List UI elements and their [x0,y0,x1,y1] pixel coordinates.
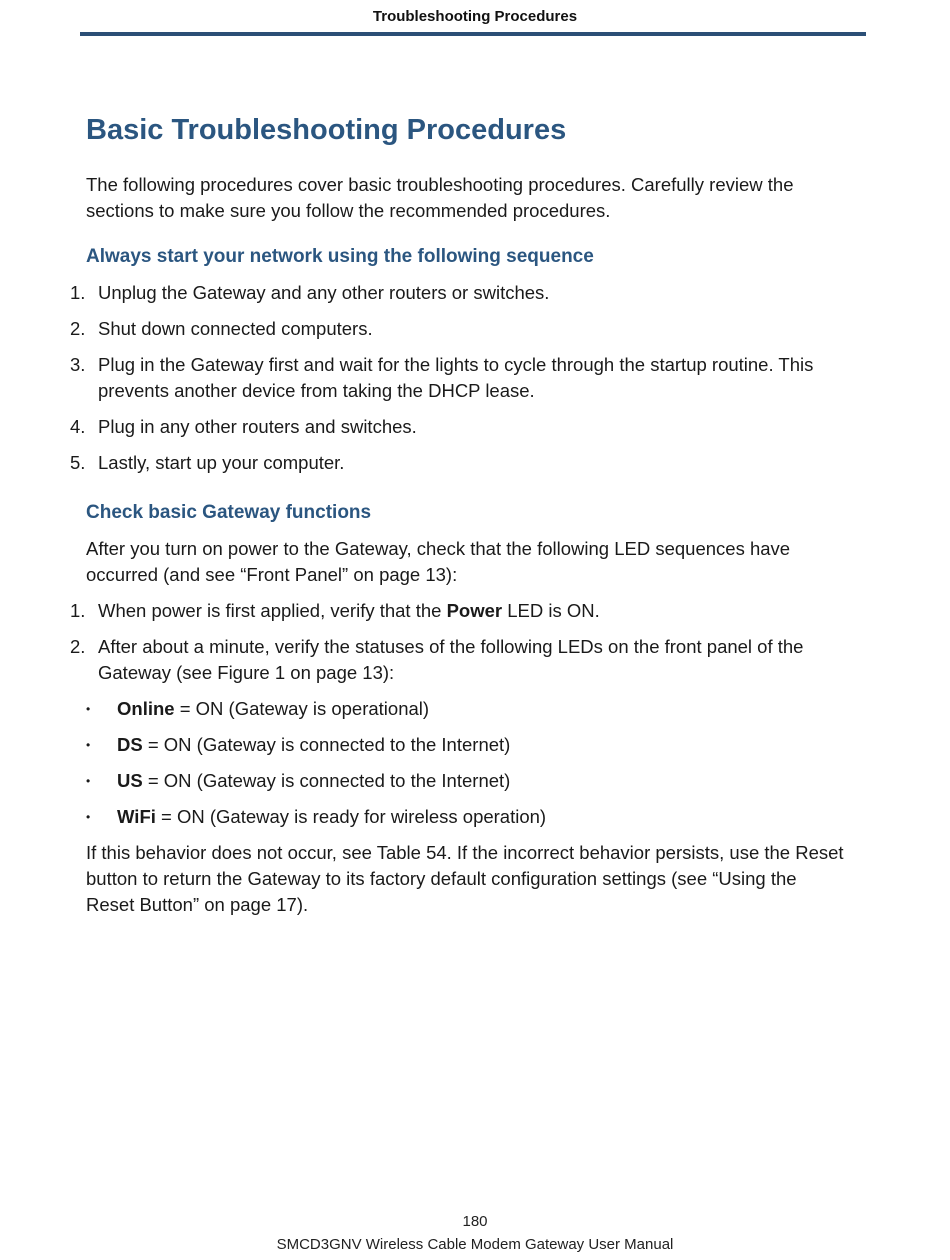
step-text: Plug in the Gateway first and wait for the lights to cycle through the startup routine. This prevents another device from taking the DHCP lease. [98,354,814,401]
gateway-functions-intro: After you turn on power to the Gateway, check that the following LED sequences have occurred (and see “Front Panel” on page 13): [86,538,791,585]
page-number: 180 [462,1213,488,1230]
list-item [86,804,846,830]
header-rule [80,32,866,36]
list-item [70,280,846,306]
led-name: US [117,770,143,791]
gateway-check-steps-list [70,598,846,686]
list-item [86,732,846,758]
closing-paragraph: If this behavior does not occur, see Table 54. If the incorrect behavior persists, use the Reset button to return the Gateway to its factory default configuration settings (see “Using the Reset Button” on page 17). [86,842,844,915]
step-number: 2. [70,636,86,657]
step-number: 5. [70,452,86,473]
list-item [70,598,846,624]
step-text: Lastly, start up your computer. [98,452,345,473]
led-status-list [86,696,846,830]
step-number: 4. [70,416,86,437]
step-number: 3. [70,354,86,375]
list-item [70,316,846,342]
step-number: 1. [70,600,86,621]
led-name: DS [117,734,143,755]
startup-steps-list [70,280,846,476]
step-text: Plug in any other routers and switches. [98,416,417,437]
page-title: Basic Troubleshooting Procedures [86,114,567,146]
list-item [86,696,846,722]
step-number: 1. [70,282,86,303]
section-heading-gateway-functions: Check basic Gateway functions [86,502,372,523]
intro-paragraph: The following procedures cover basic troubleshooting procedures. Carefully review the sections to make sure you follow the recommended procedures. [86,174,794,221]
list-item [86,768,846,794]
step-text-before: When power is first applied, verify that the [98,600,447,621]
bullet-icon: • [86,810,91,824]
manual-title: SMCD3GNV Wireless Cable Modem Gateway User Manual [276,1236,674,1253]
led-status-text: = ON (Gateway is connected to the Internet) [142,770,511,791]
bullet-icon: • [86,738,91,752]
power-led-label: Power [446,600,503,621]
bullet-icon: • [86,774,91,788]
list-item [70,414,846,440]
list-item [70,352,846,404]
page-content [70,110,846,938]
step-text: Shut down connected computers. [98,318,373,339]
bullet-icon: • [86,702,91,716]
list-item [70,450,846,476]
spacer [86,486,846,500]
running-header: Troubleshooting Procedures [372,8,578,25]
step-text: Unplug the Gateway and any other routers or switches. [98,282,550,303]
section-heading-startup-sequence: Always start your network using the following sequence [86,246,594,267]
led-status-text: = ON (Gateway is ready for wireless operation) [155,806,547,827]
step-number: 2. [70,318,86,339]
step-text-after: LED is ON. [502,600,600,621]
step-text: After about a minute, verify the statuses of the following LEDs on the front panel of the Gateway (see Figure 1 on page 13): [98,636,804,683]
led-status-text: = ON (Gateway is operational) [174,698,430,719]
list-item [70,634,846,686]
led-name: WiFi [117,806,156,827]
led-status-text: = ON (Gateway is connected to the Internet) [142,734,511,755]
led-name: Online [117,698,175,719]
